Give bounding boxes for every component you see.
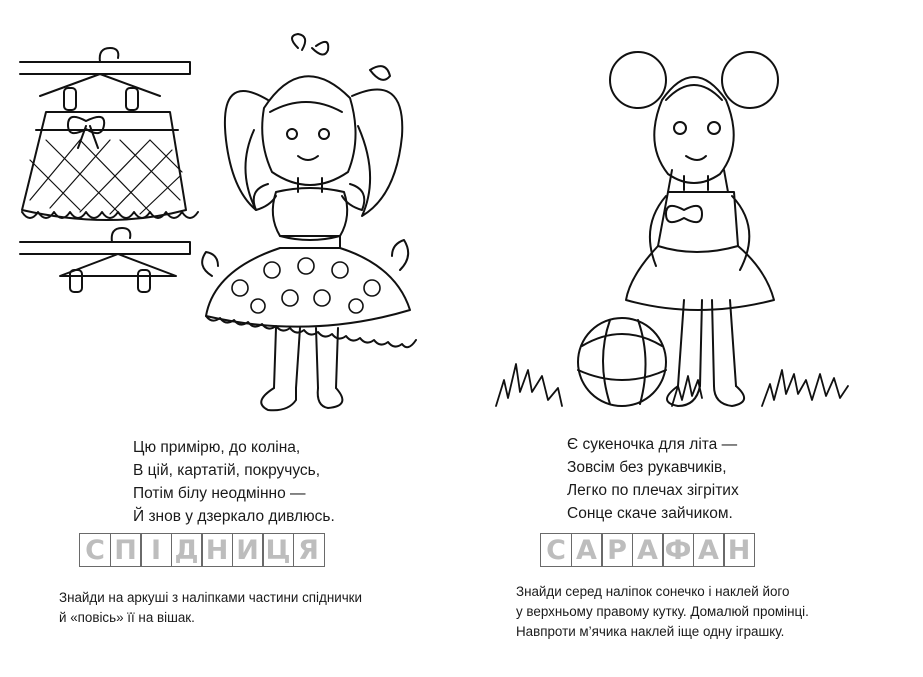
girl-drawing	[202, 34, 416, 410]
letter-cell: А	[632, 533, 664, 567]
hanger-rail-bottom	[20, 228, 190, 292]
letter-cell: Д	[171, 533, 203, 567]
letter-cell: С	[79, 533, 111, 567]
letter-cell: Ц	[262, 533, 294, 567]
hanger-rail-top	[20, 48, 190, 110]
poem-line: В цій, картатій, покручусь,	[133, 462, 321, 479]
letter-cell: И	[232, 533, 264, 567]
letter-cell: І	[140, 533, 172, 567]
letter-cell: Н	[201, 533, 233, 567]
answer-word-spidnytsia	[79, 533, 323, 567]
poem-line: Й знов у дзеркало дивлюсь.	[133, 508, 335, 525]
left-poem	[133, 436, 335, 528]
poem-line: Сонце скаче зайчиком.	[567, 505, 733, 522]
letter-cell: С	[540, 533, 572, 567]
poem-line: Зовсім без рукавчиків,	[567, 459, 727, 476]
ball-drawing	[578, 318, 666, 406]
task-line: й «повісь» її на вішак.	[59, 610, 195, 625]
poem-line: Потім білу неодмінно —	[133, 485, 306, 502]
poem-line: Легко по плечах зігрітих	[567, 482, 739, 499]
letter-cell: А	[693, 533, 725, 567]
letter-cell: Н	[723, 533, 755, 567]
sundress-girl-illustration	[462, 0, 923, 420]
girl-drawing	[610, 52, 778, 406]
skirt-girl-illustration	[0, 0, 461, 420]
answer-word-sarafan	[540, 533, 754, 567]
right-page	[462, 0, 923, 677]
poem-line: Є сукеночка для літа —	[567, 436, 738, 453]
left-page	[0, 0, 461, 677]
grass-drawing	[496, 364, 848, 406]
plaid-skirt-drawing	[22, 112, 198, 220]
task-line: Знайди на аркуші з наліпками частини спіднички	[59, 590, 363, 605]
letter-cell: Ф	[662, 533, 694, 567]
task-line: Знайди серед наліпок сонечко і наклей його	[516, 584, 790, 599]
letter-cell: А	[571, 533, 603, 567]
letter-cell: П	[110, 533, 142, 567]
poem-line: Цю примірю, до коліна,	[133, 439, 301, 456]
task-line: у верхньому правому кутку. Домалюй промінці.	[516, 604, 809, 619]
right-poem	[567, 433, 739, 525]
letter-cell: Р	[601, 533, 633, 567]
left-task-text	[59, 588, 362, 628]
right-task-text	[516, 582, 809, 642]
letter-cell: Я	[293, 533, 325, 567]
task-line: Навпроти м’ячика наклей іще одну іграшку.	[516, 624, 785, 639]
